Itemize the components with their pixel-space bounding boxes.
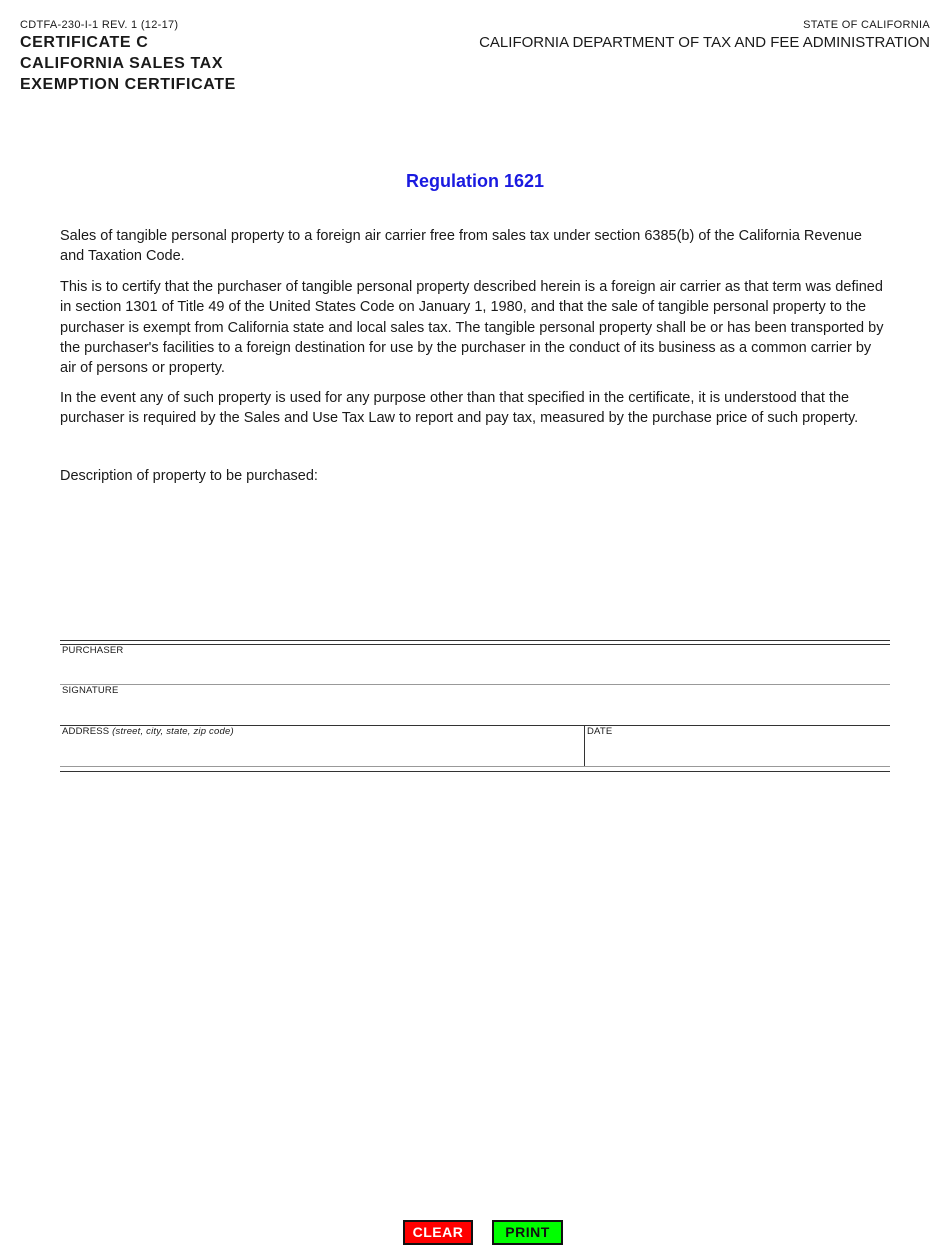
state-label: STATE OF CALIFORNIA [803,19,930,31]
print-button[interactable]: PRINT [492,1220,563,1245]
purchaser-label: PURCHASER [62,645,124,656]
purchaser-rule [60,644,890,645]
regulation-heading: Regulation 1621 [405,171,545,191]
signature-rule [60,684,890,685]
bottom-rule-2 [60,771,890,772]
description-field[interactable] [60,490,890,630]
signature-field[interactable] [62,700,888,722]
date-label: DATE [587,726,613,737]
address-date-divider [584,725,585,766]
purchaser-field[interactable] [62,660,888,682]
description-label: Description of property to be purchased: [60,468,318,484]
form-title-line-1: CERTIFICATE C [20,34,149,51]
clear-button[interactable]: CLEAR [403,1220,473,1245]
date-field[interactable] [587,741,887,763]
paragraph-certification: This is to certify that the purchaser of tangible personal property described herein is a foreign air carrier as that term was defined in section 1301 of Title 49 of the United States Code on January 1, 1980, and that the sale of tangible personal property to the purchaser is exempt from California state and local sales tax. The tangible personal property shall be or has been transported by the purchaser's facilities to a foreign destination for use by the purchaser in the conduct of its business as a common carrier by air of persons or property. [60,279,884,377]
paragraph-liability: In the event any of such property is used for any purpose other than that specified in the certificate, it is understood that the purchaser is required by the Sales and Use Tax Law to report and pay tax, measured by the purchase price of such property. [60,390,859,427]
address-hint: (street, city, state, zip code) [112,726,234,737]
top-rule [60,640,890,641]
signature-label: SIGNATURE [62,685,119,696]
department-name: CALIFORNIA DEPARTMENT OF TAX AND FEE ADMINISTRATION [479,34,930,51]
address-field[interactable] [62,741,580,763]
form-title-line-3: EXEMPTION CERTIFICATE [20,76,236,93]
paragraph-exemption-basis: Sales of tangible personal property to a foreign air carrier free from sales tax under section 6385(b) of the California Revenue and Taxation Code. [60,228,862,265]
form-number: CDTFA-230-I-1 REV. 1 (12-17) [20,19,179,31]
bottom-rule-1 [60,766,890,767]
address-label: ADDRESS (street, city, state, zip code) [62,726,234,737]
form-title-line-2: CALIFORNIA SALES TAX [20,55,224,72]
